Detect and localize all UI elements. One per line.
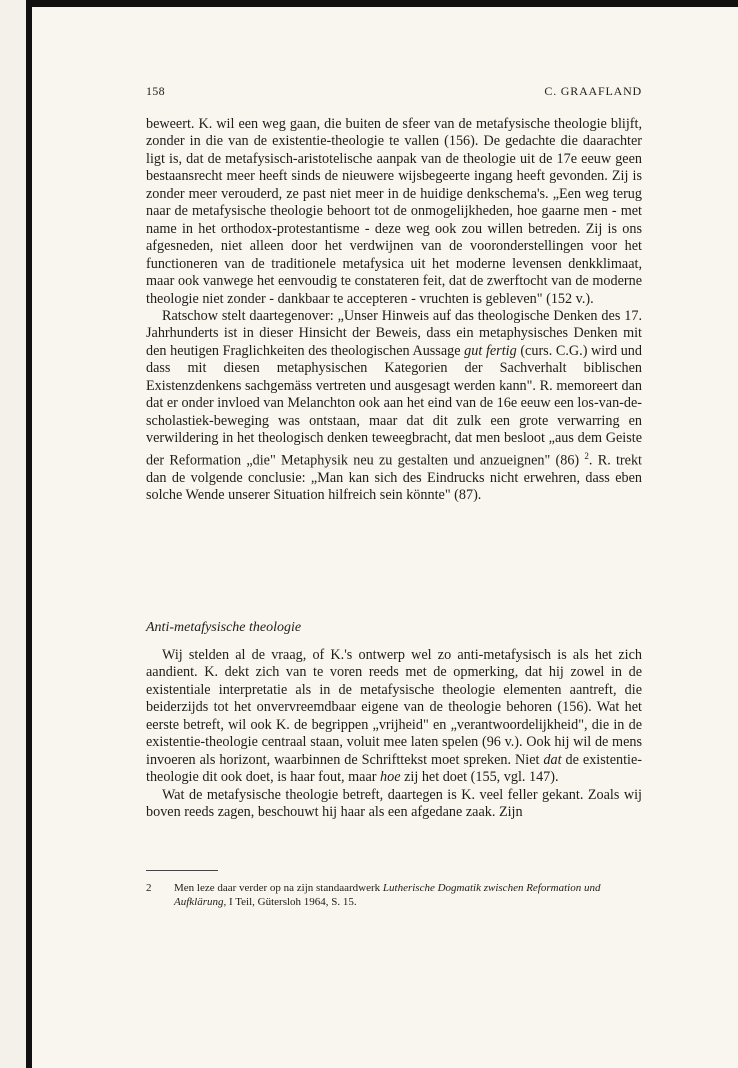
footnote-divider	[146, 870, 218, 871]
footnote-text: Men leze daar verder op na zijn standaardwerk	[174, 882, 383, 894]
section-heading: Anti-metafysische theologie	[146, 620, 302, 635]
paragraph-3-text: de existentie-theologie dit ook doet, is haar fout, maar	[146, 751, 642, 786]
body-text-bottom	[146, 647, 642, 822]
paragraph-2	[146, 308, 642, 505]
paragraph-2-emphasis: gut fertig	[464, 342, 517, 359]
paragraph-2-text: . R. trekt dan de volgende conclusie: „Man kan sich des Eindrucks nicht erwehren, dass eben solche Wende unserer Situation hilfreich sein könnte" (87).	[146, 452, 642, 504]
paragraph-3-text: zij het doet (155, vgl. 147).	[400, 769, 559, 786]
footnote-book-title: Lutherische Dogmatik zwischen Reformation und Aufklärung,	[174, 882, 601, 908]
footnote-number: 2	[146, 882, 152, 894]
running-head-author: C. GRAAFLAND	[544, 84, 642, 98]
paragraph-4: Wat de metafysische theologie betreft, daartegen is K. veel feller gekant. Zoals wij boven reeds zagen, beschouwt hij haar als een afgedane zaak. Zijn	[146, 786, 642, 821]
paragraph-3-emphasis: hoe	[380, 769, 401, 786]
paragraph-3-text: Wij stelden al de vraag, of K.'s ontwerp wel zo anti-metafysisch is als het zich aandient. K. dekt zich van te voren reeds met de opmerking, dat hij zowel in de existentiale interpretatie als in de metafysische theologie elementen aantreft, die beiderzijds tot het onvervreemdbaar eigene van de theologie behoren (156). Wat het eerste betreft, wil ook K. de begrippen „vrijheid" en „verantwoordelijkheid", die in de existentie-theologie centraal staan, voluit mee laten spelen (96 v.). Ook hij wil de mens invoeren als horizont, waarbinnen de Schrifttekst moet spreken. Niet	[146, 647, 642, 768]
body-text-top	[146, 116, 642, 505]
paragraph-2-text: (curs. C.G.) wird und dass mit diesen metaphysischen Kategorien der Sachverhalt biblischen Existenzdenkens sachgemäss vertreten und ausgesagt werden kann". R. memoreert dan dat er onder invloed van Melanchton ook aan het eind van de 16e eeuw een los-van-de-scholastiek-beweging was ontstaan, maar dat dit zulk een grote verwarring en verwildering in het theologisch denken teweegbracht, dat men besloot „aus dem Geiste der Reformation „die" Metaphysik neu zu gestalten und anzueignen" (86)	[146, 342, 642, 469]
paragraph-3	[146, 647, 642, 787]
paragraph-1: beweert. K. wil een weg gaan, die buiten de sfeer van de metafysische theologie blijft, zonder in die van de existentie-theologie te vallen (156). De gedachte die daarachter ligt is, dat de metafysisch-aristotelische aanpak van de theologie uit de 17e eeuw geen bestaansrecht meer heeft sinds de nieuwere wijsbegeerte ingang heeft gevonden. Zij is zonder meer verouderd, ze past niet meer in de huidige denkschema's. „Een weg terug naar de metafysische theologie behoort tot de onmogelijkheden, hoe gaarne men - met name in het orthodox-protestantisme - deze weg ook zou willen betreden. Zij is ons afgesneden, niet alleen door het verdwijnen van de vooronderstellingen voor het functioneren van de traditionele metafysica uit het moderne levensen denkklimaat, maar ook vanwege het eenvoudig te constateren feit, dat de zwerftocht van de moderne theologie niet zonder - dankbaar te accepteren - vruchten is gebleven" (152 v.).	[146, 116, 642, 307]
footnote	[146, 881, 642, 909]
page-number: 158	[146, 84, 165, 98]
footnote-text: I Teil, Gütersloh 1964, S. 15.	[226, 896, 357, 908]
footnote-body	[174, 881, 642, 909]
scan-border-top	[26, 0, 738, 7]
paragraph-2-text: Ratschow stelt daartegenover: „Unser Hinweis auf das theologische Denken des 17. Jahrhunderts ist in dieser Hinsicht der Beweis, dass ein metaphysisches Denken mit den heutigen Fraglichkeiten des theologischen Aussage	[146, 307, 642, 359]
paragraph-3-emphasis: dat	[543, 751, 562, 768]
footnote-reference: 2	[584, 450, 589, 461]
